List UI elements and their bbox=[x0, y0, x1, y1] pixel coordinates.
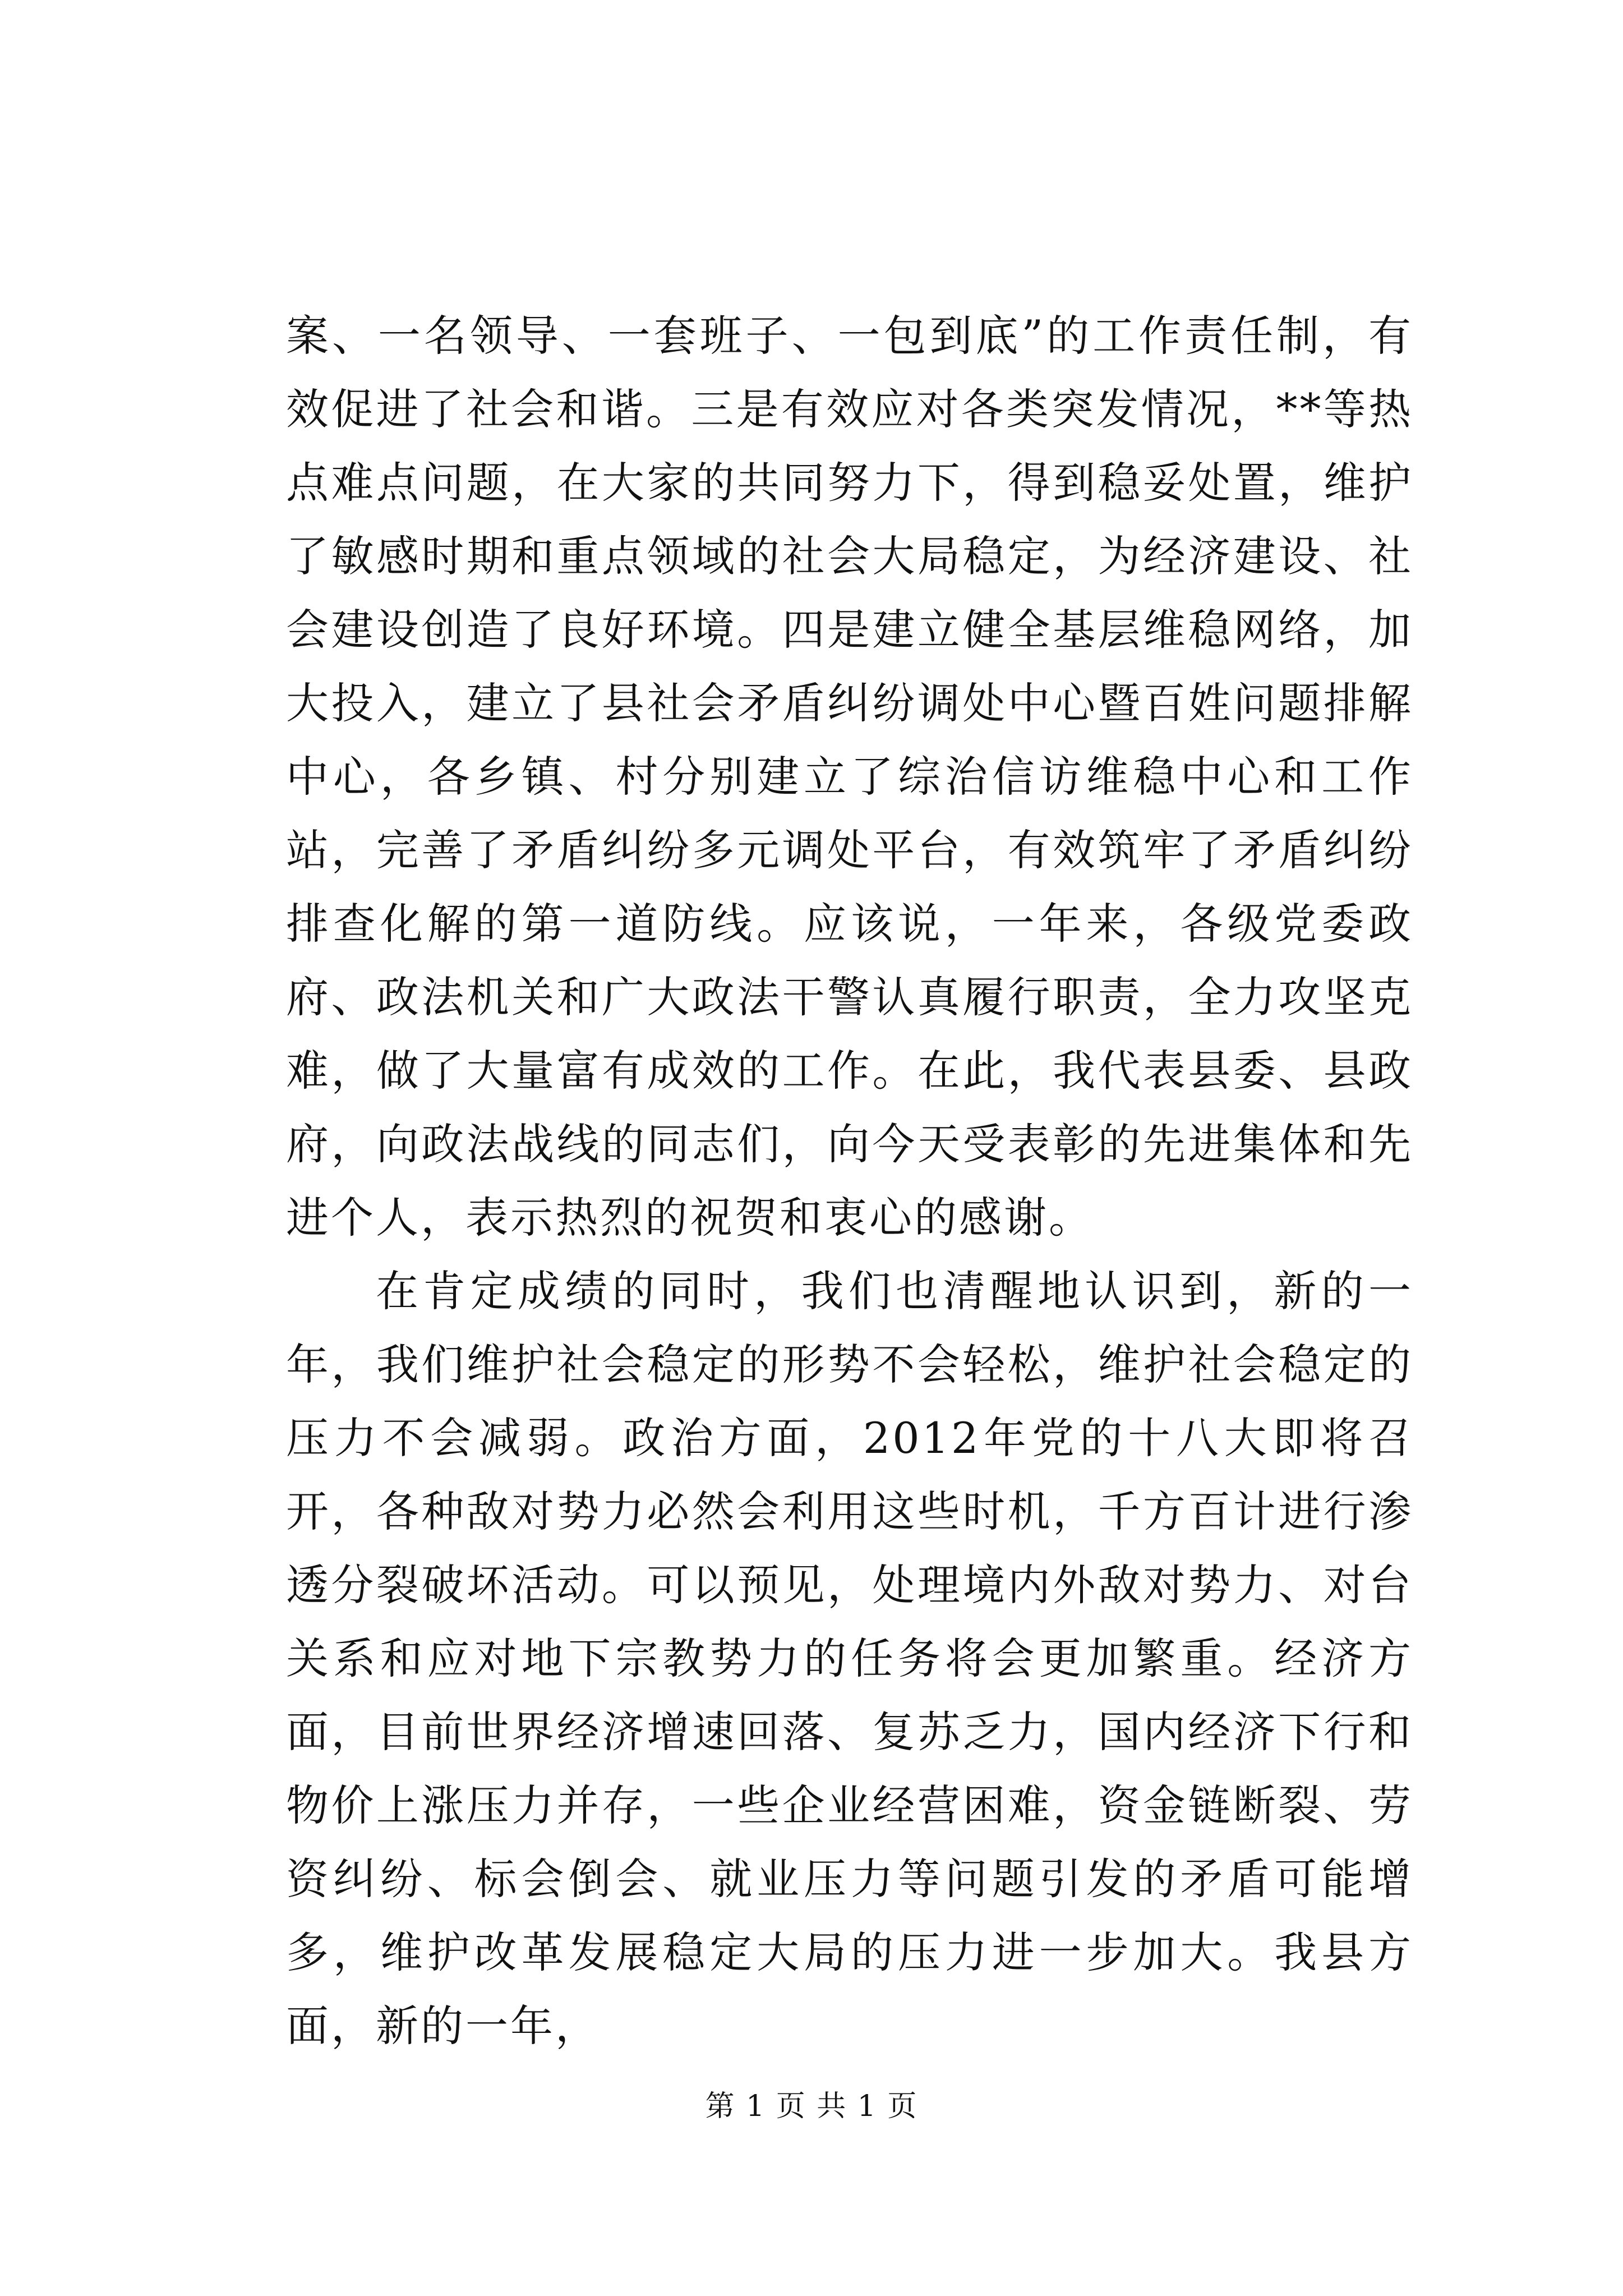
page-number-label: 第 1 页 共 1 页 bbox=[705, 2090, 918, 2123]
page-footer bbox=[0, 2087, 1623, 2126]
document-body bbox=[286, 299, 1413, 2063]
paragraph-1: 案、一名领导、一套班子、一包到底”的工作责任制，有效促进了社会和谐。三是有效应对各类突发情况，**等热点难点问题，在大家的共同努力下，得到稳妥处置，维护了敏感时期和重点领域的社会大局稳定，为经济建设、社会建设创造了良好环境。四是建立健全基层维稳网络，加大投入，建立了县社会矛盾纠纷调处中心暨百姓问题排解中心，各乡镇、村分别建立了综治信访维稳中心和工作站，完善了矛盾纠纷多元调处平台，有效筑牢了矛盾纠纷排查化解的第一道防线。应该说，一年来，各级党委政府、政法机关和广大政法干警认真履行职责，全力攻坚克难，做了大量富有成效的工作。在此，我代表县委、县政府，向政法战线的同志们，向今天受表彰的先进集体和先进个人，表示热烈的祝贺和衷心的感谢。 bbox=[286, 311, 1413, 1243]
paragraph-2: 在肯定成绩的同时，我们也清醒地认识到，新的一年，我们维护社会稳定的形势不会轻松，维护社会稳定的压力不会减弱。政治方面，2012年党的十八大即将召开，各种敌对势力必然会利用这些时机，千方百计进行渗透分裂破坏活动。可以预见，处理境内外敌对势力、对台关系和应对地下宗教势力的任务将会更加繁重。经济方面，目前世界经济增速回落、复苏乏力，国内经济下行和物价上涨压力并存，一些企业经营困难，资金链断裂、劳资纠纷、标会倒会、就业压力等问题引发的矛盾可能增多，维护改革发展稳定大局的压力进一步加大。我县方面，新的一年， bbox=[286, 1266, 1413, 2051]
